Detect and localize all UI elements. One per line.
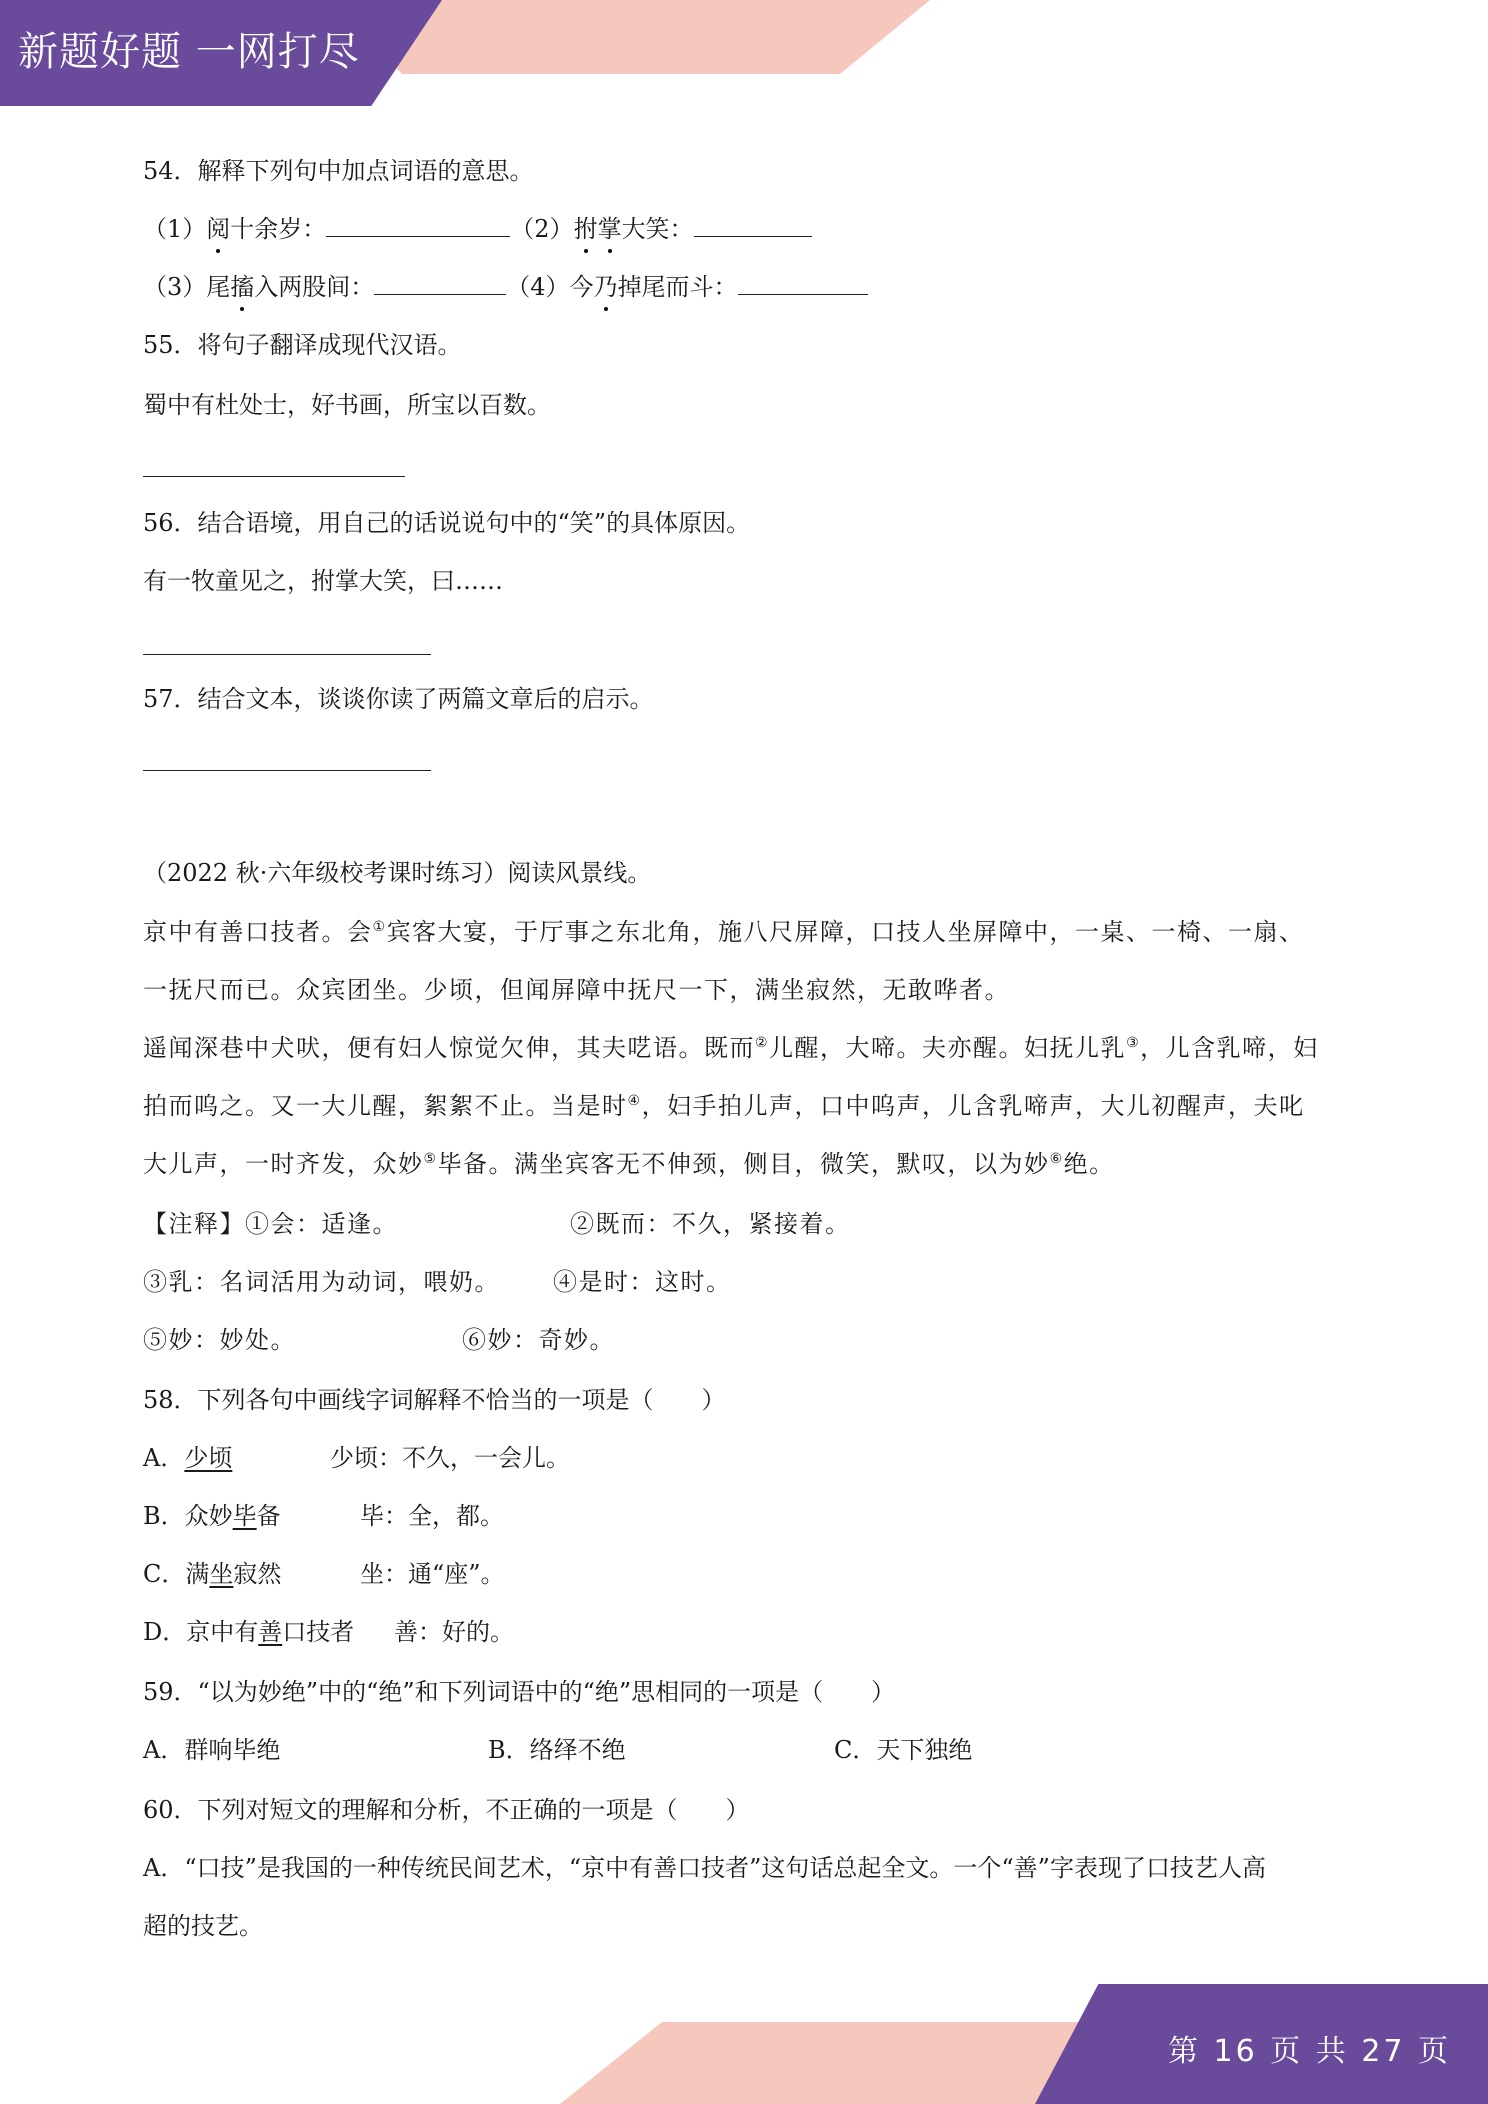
note-6: ⑥妙：奇妙。: [462, 1326, 615, 1354]
q56-stem: 56．结合语境，用自己的话说说句中的“笑”的具体原因。: [143, 509, 751, 537]
header-title: 新题好题 一网打尽: [18, 29, 360, 75]
q58-option-a-explain: 少顷：不久，一会儿。: [330, 1444, 570, 1472]
q59-option-a[interactable]: A．群响毕绝: [143, 1736, 281, 1764]
q56-sentence: 有一牧童见之，拊掌大笑，曰……: [143, 567, 503, 595]
q57-stem: 57．结合文本，谈谈你读了两篇文章后的启示。: [143, 685, 654, 713]
q58-option-d[interactable]: D．京中有善口技者: [143, 1618, 355, 1646]
q55-stem: 55．将句子翻译成现代汉语。: [143, 331, 462, 359]
q54-p2-post: 大笑：: [621, 215, 694, 243]
passage-line-5: 大儿声，一时齐发，众妙⑤毕备。满坐宾客无不伸颈，侧目，微笑，默叹，以为妙⑥绝。: [143, 1150, 1115, 1178]
q54-stem: 54．解释下列句中加点词语的意思。: [143, 157, 534, 185]
q54-row2: [143, 270, 868, 302]
q58-option-a[interactable]: A．少顷: [143, 1444, 233, 1472]
q60-option-a-line1[interactable]: A．“口技”是我国的一种传统民间艺术，“京中有善口技者”这句话总起全文。一个“善”字表现了口技艺人高: [143, 1854, 1266, 1882]
q54-p2-pre: （2）: [510, 215, 574, 243]
q54-answer-3[interactable]: [374, 270, 506, 295]
q54-p3-dot-char: 搐: [230, 273, 255, 301]
q54-answer-1[interactable]: [326, 212, 510, 237]
q59-stem: 59．“以为妙绝”中的“绝”和下列词语中的“绝”思相同的一项是（ ）: [143, 1678, 896, 1706]
note-2: ②既而：不久，紧接着。: [570, 1210, 851, 1238]
q54-p1-pre: （1）: [143, 215, 207, 243]
q54-answer-2[interactable]: [694, 212, 812, 237]
note-1: 【注释】①会：适逢。: [143, 1210, 398, 1238]
q56-answer-line[interactable]: [143, 654, 431, 655]
q58-stem: 58．下列各句中画线字词解释不恰当的一项是（ ）: [143, 1386, 726, 1414]
q55-sentence: 蜀中有杜处士，好书画，所宝以百数。: [143, 391, 551, 419]
passage-line-4: 拍而呜之。又一大儿醒，絮絮不止。当是时④，妇手拍儿声，口中呜声，儿含乳啼声，大儿初醒声，夫叱: [143, 1092, 1305, 1120]
note-5: ⑤妙：妙处。: [143, 1326, 296, 1354]
q58-option-d-explain: 善：好的。: [394, 1618, 514, 1646]
q58-option-c[interactable]: C．满坐寂然: [143, 1560, 282, 1588]
q54-p1-dot-char: 阅: [206, 215, 231, 243]
passage-line-2: 一抚尺而已。众宾团坐。少顷，但闻屏障中抚尺一下，满坐寂然，无敢哗者。: [143, 976, 1010, 1004]
q54-p2-dot-char-1: 拊: [573, 215, 598, 243]
q58-option-c-explain: 坐：通“座”。: [360, 1560, 505, 1588]
q60-stem: 60．下列对短文的理解和分析，不正确的一项是（ ）: [143, 1796, 750, 1824]
q54-p2-dot-char-2: 掌: [597, 215, 622, 243]
q54-row1: [143, 212, 812, 244]
q54-p4-dot-char: 乃: [593, 273, 618, 301]
passage-line-3: 遥闻深巷中犬吠，便有妇人惊觉欠伸，其夫呓语。既而②儿醒，大啼。夫亦醒。妇抚儿乳③，儿含乳啼，妇: [143, 1034, 1319, 1062]
q58-option-b-explain: 毕：全，都。: [360, 1502, 504, 1530]
q59-option-c[interactable]: C．天下独绝: [834, 1736, 973, 1764]
note-3: ③乳：名词活用为动词，喂奶。: [143, 1268, 500, 1296]
passage-intro: （2022 秋·六年级校考课时练习）阅读风景线。: [143, 859, 652, 887]
q54-p4-post: 掉尾而斗：: [617, 273, 738, 301]
q57-answer-line[interactable]: [143, 770, 431, 771]
q54-p4-pre: （4）今: [506, 273, 594, 301]
q54-p3-post: 入两股间：: [254, 273, 375, 301]
passage-line-1: 京中有善口技者。会①宾客大宴，于厅事之东北角，施八尺屏障，口技人坐屏障中，一桌、一椅、一扇、: [143, 918, 1305, 946]
q54-p1-post: 十余岁：: [230, 215, 327, 243]
q54-p3-pre: （3）尾: [143, 273, 231, 301]
q58-option-b[interactable]: B．众妙毕备: [143, 1502, 281, 1530]
q60-option-a-line2: 超的技艺。: [143, 1912, 263, 1940]
page-number: 第 16 页 共 27 页: [1168, 2034, 1452, 2069]
q54-answer-4[interactable]: [738, 270, 868, 295]
note-4: ④是时：这时。: [553, 1268, 732, 1296]
q55-answer-line[interactable]: [143, 476, 405, 477]
q59-option-b[interactable]: B．络绎不绝: [488, 1736, 626, 1764]
